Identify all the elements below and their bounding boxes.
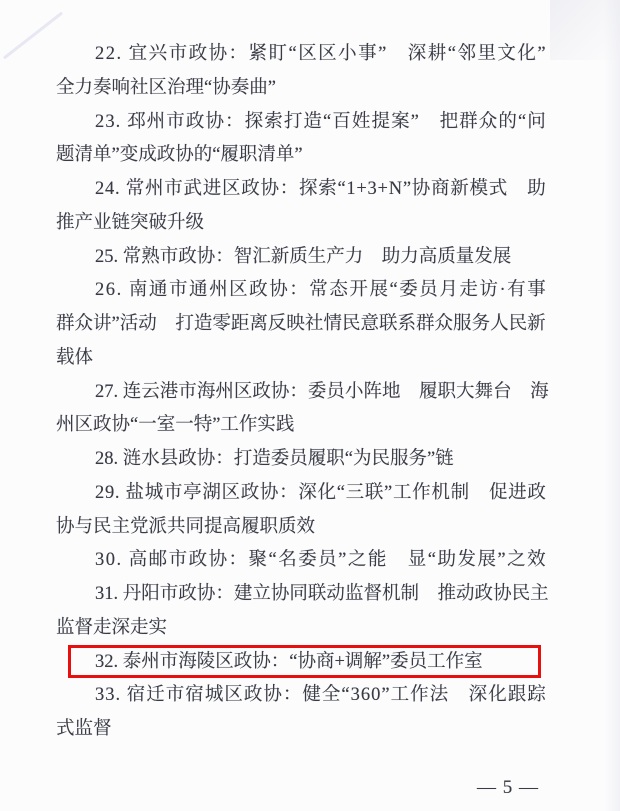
- list-line: [56, 106, 546, 140]
- glyph: 宿: [185, 685, 204, 706]
- glyph: “: [323, 111, 332, 132]
- glyph: 3: [95, 584, 105, 604]
- glyph: .: [113, 584, 119, 604]
- glyph: .: [115, 111, 121, 132]
- glyph: 高: [128, 550, 148, 571]
- glyph: 名: [278, 550, 297, 571]
- glyph: 城: [144, 482, 164, 503]
- glyph: 制: [400, 584, 419, 604]
- glyph: 打: [283, 111, 303, 132]
- glyph: .: [114, 482, 120, 503]
- glyph: “: [341, 685, 350, 706]
- glyph: 3: [367, 179, 377, 199]
- glyph: 协: [263, 685, 282, 706]
- glyph: +: [356, 179, 367, 199]
- glyph: 进: [202, 179, 222, 199]
- glyph: 距: [230, 314, 250, 334]
- glyph: 市: [166, 111, 185, 132]
- glyph: .: [114, 179, 120, 199]
- glyph: 化: [517, 44, 536, 64]
- glyph: 造: [303, 111, 322, 132]
- glyph: [123, 38, 128, 72]
- glyph: 4: [104, 179, 115, 199]
- glyph: 群: [416, 314, 435, 334]
- glyph: 的: [498, 111, 517, 132]
- glyph: 宜: [128, 44, 148, 64]
- numbered-list: [56, 38, 549, 747]
- glyph: 展: [369, 280, 388, 301]
- glyph: 港: [159, 381, 179, 402]
- glyph: 盐: [125, 482, 145, 503]
- glyph: 3: [95, 550, 105, 571]
- glyph: 事: [527, 280, 546, 301]
- glyph: 协: [269, 280, 288, 301]
- glyph: [508, 173, 527, 207]
- glyph: ”: [378, 44, 387, 64]
- glyph: 宿: [126, 685, 146, 706]
- glyph: 姓: [351, 111, 371, 132]
- glyph: 2: [95, 280, 105, 301]
- glyph: 2: [95, 44, 105, 64]
- glyph: 制: [450, 482, 470, 503]
- glyph: 地: [381, 381, 401, 402]
- glyph: ·: [499, 280, 506, 301]
- glyph: 深: [407, 44, 427, 64]
- glyph: 通: [189, 280, 208, 301]
- glyph: N: [388, 179, 403, 199]
- glyph: 邻: [457, 44, 476, 64]
- glyph: 邳: [127, 111, 146, 132]
- list-line: 协与民主党派共同提高履职质效: [56, 516, 316, 537]
- glyph: 之: [347, 550, 367, 571]
- glyph: 零: [212, 314, 231, 334]
- glyph: .: [116, 44, 122, 64]
- glyph: 政: [243, 685, 263, 706]
- glyph: [388, 544, 407, 578]
- glyph: ：: [282, 685, 302, 706]
- list-line: 题清单”变成政协的“履职清单”: [56, 145, 303, 166]
- glyph: 工: [392, 482, 412, 503]
- glyph: 员: [419, 280, 438, 301]
- list-line-highlighted: 32. 泰州市海陵区政协：“协商+调解”委员工作室: [56, 646, 546, 680]
- glyph: 履: [419, 381, 438, 402]
- glyph: “: [447, 44, 456, 64]
- glyph: 政: [178, 584, 197, 604]
- glyph: 问: [527, 111, 546, 132]
- glyph: ”: [384, 482, 393, 503]
- glyph: 员: [326, 381, 345, 402]
- glyph: 助: [527, 179, 546, 199]
- glyph: 有: [507, 280, 526, 301]
- glyph: 城: [204, 685, 224, 706]
- glyph: 武: [183, 179, 202, 199]
- glyph: 7: [104, 381, 114, 402]
- glyph: “: [268, 550, 277, 571]
- glyph: 提: [371, 111, 390, 132]
- glyph: 协: [208, 550, 228, 571]
- glyph: [512, 376, 531, 410]
- glyph: 1: [104, 584, 114, 604]
- glyph: 2: [105, 44, 115, 64]
- glyph: 新: [527, 314, 546, 334]
- glyph: 小: [338, 44, 357, 64]
- glyph: 展: [477, 550, 496, 571]
- glyph: ”: [497, 550, 506, 571]
- glyph: [388, 38, 407, 72]
- glyph: “: [389, 280, 398, 301]
- glyph: 情: [323, 314, 342, 334]
- list-line: 全力奏响社区治理“协奏曲”: [56, 77, 276, 98]
- glyph: 迁: [146, 685, 165, 706]
- glyph: .: [116, 280, 122, 301]
- glyph: 职: [437, 381, 457, 402]
- glyph: 海: [530, 381, 549, 402]
- glyph: 聚: [248, 550, 268, 571]
- glyph: 群: [56, 314, 75, 334]
- glyph: 月: [439, 280, 458, 301]
- glyph: 2: [95, 381, 105, 402]
- glyph: 舞: [474, 381, 494, 402]
- glyph: [120, 477, 125, 511]
- glyph: 显: [407, 550, 427, 571]
- glyph: 动: [326, 584, 345, 604]
- glyph: 区: [233, 381, 253, 402]
- glyph: 促: [488, 482, 508, 503]
- glyph: 政: [474, 584, 494, 604]
- glyph: 民: [508, 314, 528, 334]
- glyph: [449, 679, 468, 713]
- glyph: 联: [364, 482, 384, 503]
- glyph: 人: [490, 314, 509, 334]
- glyph: 讲: [93, 314, 112, 334]
- glyph: 委: [298, 550, 317, 571]
- glyph: 百: [332, 111, 351, 132]
- glyph: 活: [119, 314, 139, 334]
- glyph: +: [377, 179, 388, 199]
- glyph: 反: [267, 314, 287, 334]
- glyph: 市: [165, 685, 185, 706]
- scan-artifact-diagonal-line: [3, 12, 63, 60]
- glyph: ”: [111, 314, 120, 334]
- glyph: 区: [221, 482, 241, 503]
- list-line: [56, 544, 546, 578]
- glyph: 区: [224, 685, 243, 706]
- glyph: [123, 274, 128, 308]
- glyph: 推: [437, 584, 457, 604]
- glyph: 三: [345, 482, 365, 503]
- glyph: ：: [228, 550, 248, 571]
- list-line: 载体: [56, 347, 94, 368]
- glyph: 阵: [363, 381, 382, 402]
- glyph: ：: [289, 280, 308, 301]
- glyph: ：: [228, 44, 248, 64]
- glyph: 走: [459, 280, 478, 301]
- glyph: ”: [410, 111, 419, 132]
- glyph: 群: [459, 111, 478, 132]
- glyph: 区: [318, 44, 337, 64]
- glyph: 访: [479, 280, 498, 301]
- glyph: 化: [488, 685, 507, 706]
- glyph: [400, 376, 419, 410]
- glyph: [120, 173, 125, 207]
- glyph: 同: [289, 584, 308, 604]
- glyph: 市: [168, 550, 188, 571]
- glyph: 作: [412, 482, 431, 503]
- glyph: 2: [95, 482, 105, 503]
- glyph: 协: [205, 111, 224, 132]
- glyph: 区: [298, 44, 317, 64]
- glyph: 作: [410, 685, 429, 706]
- glyph: .: [115, 685, 121, 706]
- glyph: 服: [453, 314, 472, 334]
- list-line: 25. 常熟市政协：智汇新质生产力 助力高质量发展: [95, 246, 512, 267]
- glyph: 立: [252, 584, 271, 604]
- glyph: ：: [215, 584, 234, 604]
- glyph: 3: [350, 685, 360, 706]
- glyph: 开: [349, 280, 368, 301]
- glyph: 云: [141, 381, 160, 402]
- glyph: 政: [188, 44, 208, 64]
- glyph: 2: [95, 111, 105, 132]
- glyph: 市: [159, 584, 179, 604]
- glyph: 众: [74, 314, 94, 334]
- glyph: 系: [397, 314, 417, 334]
- glyph: 发: [457, 550, 476, 571]
- glyph: 协: [196, 584, 216, 604]
- glyph: 政: [249, 280, 268, 301]
- glyph: 健: [302, 685, 321, 706]
- highlight-box: [68, 645, 541, 679]
- glyph: 造: [193, 314, 213, 334]
- glyph: 委: [399, 280, 418, 301]
- glyph: 9: [104, 482, 115, 503]
- glyph: 之: [507, 550, 526, 571]
- glyph: 建: [233, 584, 253, 604]
- list-line: [56, 477, 546, 511]
- glyph: 盯: [268, 44, 288, 64]
- glyph: 亭: [183, 482, 202, 503]
- list-line: 监督走深走实: [56, 617, 168, 638]
- glyph: 索: [318, 179, 337, 199]
- glyph: 台: [493, 381, 512, 402]
- glyph: 政: [252, 381, 271, 402]
- glyph: 社: [304, 314, 324, 334]
- glyph: 6: [105, 280, 116, 301]
- list-line: 28. 涟水县政协：打造委员履职“为民服务”链: [95, 449, 454, 469]
- glyph: 员: [318, 550, 337, 571]
- glyph: 深: [468, 685, 488, 706]
- glyph: 案: [391, 111, 410, 132]
- glyph: 协: [493, 584, 512, 604]
- glyph: 政: [241, 179, 260, 199]
- glyph: 主: [530, 584, 549, 604]
- glyph: 新: [450, 179, 469, 199]
- glyph: 协: [208, 44, 228, 64]
- glyph: [121, 679, 126, 713]
- list-line: [56, 38, 546, 72]
- glyph: 映: [286, 314, 305, 334]
- glyph: [121, 106, 126, 140]
- glyph: 联: [378, 314, 398, 334]
- list-line: [56, 173, 546, 207]
- glyph: 民: [511, 584, 531, 604]
- glyph: 众: [434, 314, 454, 334]
- glyph: 区: [221, 179, 241, 199]
- glyph: 化: [317, 482, 337, 503]
- glyph: .: [113, 381, 119, 402]
- glyph: 进: [508, 482, 527, 503]
- glyph: 离: [249, 314, 268, 334]
- glyph: 南: [128, 280, 148, 301]
- glyph: 监: [344, 584, 364, 604]
- glyph: 邮: [148, 550, 168, 571]
- glyph: 联: [307, 584, 327, 604]
- glyph: 事: [358, 44, 377, 64]
- page-number: — 5 —: [477, 777, 539, 798]
- glyph: 丹: [122, 584, 142, 604]
- glyph: “: [337, 179, 346, 199]
- glyph: ：: [225, 111, 244, 132]
- glyph: 州: [144, 179, 164, 199]
- glyph: 耕: [427, 44, 447, 64]
- glyph: [157, 308, 176, 342]
- glyph: “: [427, 550, 436, 571]
- glyph: 动: [138, 314, 157, 334]
- glyph: 机: [381, 584, 401, 604]
- glyph: 湖: [202, 482, 221, 503]
- list-line: [56, 308, 546, 342]
- glyph: 民: [341, 314, 361, 334]
- glyph: 式: [488, 179, 508, 199]
- glyph: 能: [367, 550, 387, 571]
- glyph: 常: [309, 280, 328, 301]
- glyph: 市: [164, 179, 183, 199]
- glyph: ”: [338, 550, 347, 571]
- glyph: 紧: [248, 44, 268, 64]
- glyph: [420, 106, 439, 140]
- glyph: 连: [122, 381, 142, 402]
- glyph: 政: [188, 550, 208, 571]
- glyph: .: [116, 550, 122, 571]
- glyph: 兴: [148, 44, 168, 64]
- glyph: 协: [411, 179, 431, 199]
- glyph: 市: [178, 381, 197, 402]
- glyph: 委: [307, 381, 327, 402]
- glyph: 务: [471, 314, 491, 334]
- glyph: 索: [264, 111, 283, 132]
- glyph: 2: [95, 179, 105, 199]
- glyph: 州: [215, 381, 234, 402]
- glyph: 政: [240, 482, 260, 503]
- glyph: 众: [478, 111, 498, 132]
- glyph: [123, 544, 128, 578]
- glyph: 通: [148, 280, 168, 301]
- glyph: 工: [390, 685, 410, 706]
- list-line: [56, 274, 546, 308]
- glyph: “: [517, 111, 527, 132]
- glyph: 市: [168, 280, 188, 301]
- list-line: [56, 679, 546, 713]
- glyph: 1: [346, 179, 356, 199]
- glyph: 协: [260, 179, 279, 199]
- glyph: [470, 477, 489, 511]
- glyph: ：: [279, 482, 298, 503]
- glyph: 政: [185, 111, 205, 132]
- glyph: 州: [146, 111, 166, 132]
- glyph: 3: [105, 685, 115, 706]
- glyph: 3: [95, 685, 105, 706]
- glyph: 常: [125, 179, 145, 199]
- glyph: 机: [431, 482, 450, 503]
- glyph: 商: [431, 179, 450, 199]
- glyph: 小: [344, 381, 364, 402]
- glyph: 态: [329, 280, 348, 301]
- glyph: [419, 578, 438, 612]
- glyph: 把: [439, 111, 459, 132]
- glyph: 探: [298, 179, 318, 199]
- glyph: ：: [289, 381, 308, 402]
- scan-edge-shading: [604, 0, 620, 811]
- glyph: 阳: [141, 584, 160, 604]
- glyph: ”: [381, 685, 390, 706]
- glyph: 模: [469, 179, 489, 199]
- glyph: 6: [360, 685, 371, 706]
- glyph: 打: [175, 314, 194, 334]
- glyph: 区: [229, 280, 248, 301]
- glyph: 意: [360, 314, 379, 334]
- glyph: 动: [456, 584, 475, 604]
- glyph: “: [336, 482, 345, 503]
- glyph: 政: [527, 482, 546, 503]
- glyph: 跟: [507, 685, 527, 706]
- glyph: “: [288, 44, 297, 64]
- list-line: [56, 578, 549, 612]
- glyph: 3: [105, 111, 115, 132]
- glyph: 州: [209, 280, 228, 301]
- glyph: 0: [105, 550, 115, 571]
- glyph: 0: [371, 685, 381, 706]
- glyph: 督: [363, 584, 382, 604]
- glyph: ”: [402, 179, 412, 199]
- glyph: 大: [456, 381, 475, 402]
- glyph: 协: [270, 381, 290, 402]
- glyph: 全: [321, 685, 341, 706]
- glyph: 效: [527, 550, 546, 571]
- list-line: 州区政协“一室一特”工作实践: [56, 415, 295, 436]
- list-line: 式监督: [56, 719, 112, 739]
- glyph: 助: [437, 550, 456, 571]
- glyph: ”: [537, 44, 546, 64]
- glyph: 里: [477, 44, 496, 64]
- glyph: 海: [196, 381, 216, 402]
- list-line: 推产业链突破升级: [56, 212, 205, 233]
- glyph: 协: [259, 482, 279, 503]
- glyph: 探: [244, 111, 264, 132]
- glyph: 市: [163, 482, 183, 503]
- glyph: 文: [497, 44, 516, 64]
- glyph: 踪: [527, 685, 546, 706]
- glyph: 法: [429, 685, 449, 706]
- glyph: 市: [168, 44, 188, 64]
- glyph: ：: [279, 179, 299, 199]
- glyph: 深: [298, 482, 317, 503]
- glyph: 协: [270, 584, 290, 604]
- list-line: [56, 376, 549, 410]
